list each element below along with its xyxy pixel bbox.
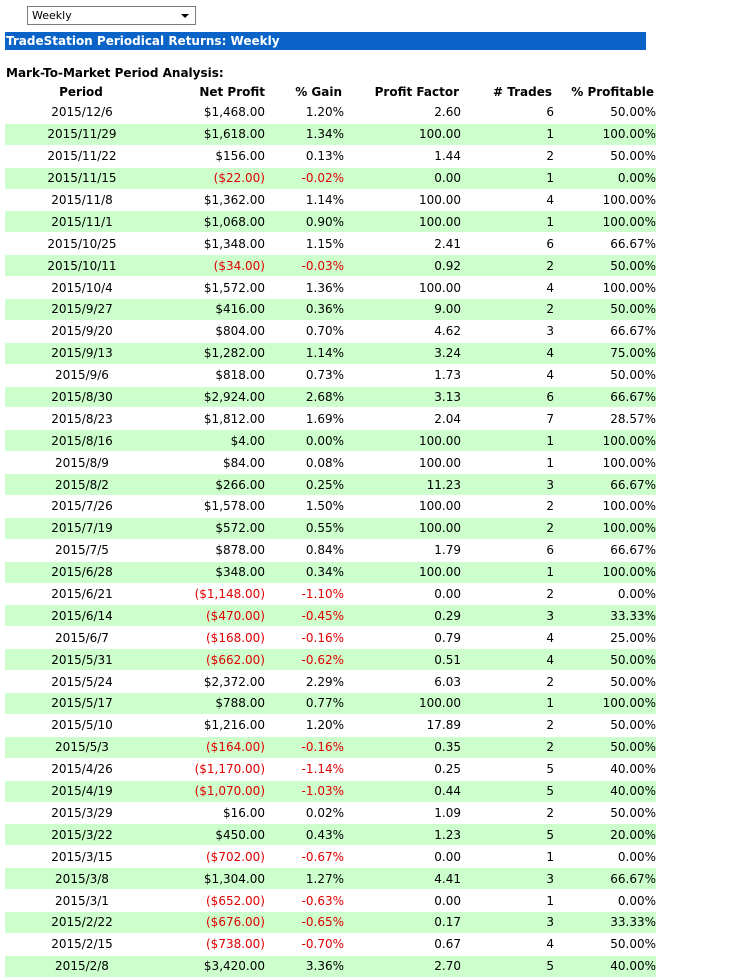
cell-gain: -1.10%	[265, 583, 344, 605]
cell-profitable: 100.00%	[554, 496, 656, 518]
cell-profit-factor: 100.00	[344, 211, 461, 233]
cell-net-profit: $1,618.00	[159, 123, 265, 145]
chevron-down-icon[interactable]	[181, 14, 189, 18]
cell-gain: 0.43%	[265, 824, 344, 846]
cell-profitable: 20.00%	[554, 824, 656, 846]
cell-period: 2015/8/30	[5, 386, 159, 408]
table-row	[5, 714, 656, 736]
cell-gain: 0.36%	[265, 299, 344, 321]
cell-gain: 3.36%	[265, 955, 344, 977]
cell-period: 2015/10/25	[5, 233, 159, 255]
cell-profitable: 33.33%	[554, 911, 656, 933]
cell-gain: 0.77%	[265, 693, 344, 715]
cell-gain: 0.90%	[265, 211, 344, 233]
cell-profitable: 0.00%	[554, 890, 656, 912]
cell-net-profit: $788.00	[159, 693, 265, 715]
cell-trades: 5	[461, 780, 554, 802]
cell-net-profit: $804.00	[159, 320, 265, 342]
cell-profit-factor: 0.29	[344, 605, 461, 627]
table-row	[5, 802, 656, 824]
cell-net-profit: ($22.00)	[159, 167, 265, 189]
cell-net-profit: ($652.00)	[159, 890, 265, 912]
cell-period: 2015/3/22	[5, 824, 159, 846]
cell-trades: 1	[461, 452, 554, 474]
cell-period: 2015/12/6	[5, 102, 159, 123]
cell-trades: 6	[461, 539, 554, 561]
cell-profit-factor: 3.13	[344, 386, 461, 408]
cell-gain: 0.55%	[265, 517, 344, 539]
cell-trades: 4	[461, 189, 554, 211]
cell-net-profit: ($1,170.00)	[159, 758, 265, 780]
col-header-trades: # Trades	[493, 85, 552, 99]
cell-period: 2015/2/8	[5, 955, 159, 977]
cell-profit-factor: 100.00	[344, 123, 461, 145]
cell-trades: 4	[461, 933, 554, 955]
table-row	[5, 474, 656, 496]
cell-profitable: 50.00%	[554, 255, 656, 277]
cell-trades: 5	[461, 955, 554, 977]
cell-period: 2015/10/11	[5, 255, 159, 277]
cell-period: 2015/3/1	[5, 890, 159, 912]
cell-period: 2015/9/20	[5, 320, 159, 342]
cell-gain: -0.65%	[265, 911, 344, 933]
cell-period: 2015/6/21	[5, 583, 159, 605]
cell-period: 2015/5/3	[5, 736, 159, 758]
cell-net-profit: $4.00	[159, 430, 265, 452]
table-row	[5, 627, 656, 649]
cell-trades: 2	[461, 583, 554, 605]
cell-profitable: 0.00%	[554, 167, 656, 189]
cell-profitable: 66.67%	[554, 868, 656, 890]
cell-profitable: 50.00%	[554, 714, 656, 736]
cell-profit-factor: 0.35	[344, 736, 461, 758]
cell-profitable: 66.67%	[554, 539, 656, 561]
cell-profit-factor: 1.79	[344, 539, 461, 561]
table-row	[5, 671, 656, 693]
cell-gain: 1.69%	[265, 408, 344, 430]
cell-net-profit: $156.00	[159, 145, 265, 167]
table-row	[5, 824, 656, 846]
table-row	[5, 386, 656, 408]
cell-profit-factor: 100.00	[344, 693, 461, 715]
cell-trades: 3	[461, 474, 554, 496]
section-title: Mark-To-Market Period Analysis:	[6, 66, 224, 80]
cell-profit-factor: 4.41	[344, 868, 461, 890]
cell-profitable: 100.00%	[554, 277, 656, 299]
cell-trades: 6	[461, 102, 554, 123]
cell-profitable: 100.00%	[554, 517, 656, 539]
cell-net-profit: $1,578.00	[159, 496, 265, 518]
cell-period: 2015/11/22	[5, 145, 159, 167]
cell-profit-factor: 4.62	[344, 320, 461, 342]
col-header-net-profit: Net Profit	[199, 85, 265, 99]
cell-profit-factor: 100.00	[344, 430, 461, 452]
cell-period: 2015/8/16	[5, 430, 159, 452]
cell-period: 2015/5/24	[5, 671, 159, 693]
cell-profit-factor: 1.23	[344, 824, 461, 846]
table-row	[5, 102, 656, 123]
cell-profitable: 50.00%	[554, 145, 656, 167]
cell-gain: 1.50%	[265, 496, 344, 518]
col-header-profit-factor: Profit Factor	[374, 85, 459, 99]
cell-profitable: 66.67%	[554, 386, 656, 408]
cell-trades: 4	[461, 364, 554, 386]
cell-profitable: 40.00%	[554, 758, 656, 780]
cell-profitable: 100.00%	[554, 189, 656, 211]
cell-period: 2015/3/29	[5, 802, 159, 824]
cell-period: 2015/3/8	[5, 868, 159, 890]
cell-net-profit: $818.00	[159, 364, 265, 386]
cell-trades: 2	[461, 145, 554, 167]
cell-profitable: 50.00%	[554, 736, 656, 758]
cell-net-profit: ($164.00)	[159, 736, 265, 758]
cell-net-profit: ($168.00)	[159, 627, 265, 649]
table-header-row	[5, 82, 656, 102]
table-row	[5, 255, 656, 277]
cell-net-profit: ($702.00)	[159, 846, 265, 868]
cell-gain: -1.03%	[265, 780, 344, 802]
cell-profitable: 50.00%	[554, 364, 656, 386]
cell-net-profit: $2,924.00	[159, 386, 265, 408]
cell-net-profit: $1,216.00	[159, 714, 265, 736]
cell-profit-factor: 0.44	[344, 780, 461, 802]
cell-gain: 1.36%	[265, 277, 344, 299]
cell-gain: 1.15%	[265, 233, 344, 255]
cell-gain: -0.16%	[265, 627, 344, 649]
cell-period: 2015/9/13	[5, 342, 159, 364]
table-row	[5, 649, 656, 671]
cell-period: 2015/8/2	[5, 474, 159, 496]
cell-trades: 2	[461, 517, 554, 539]
cell-gain: 1.20%	[265, 102, 344, 123]
cell-period: 2015/7/26	[5, 496, 159, 518]
cell-gain: -0.02%	[265, 167, 344, 189]
cell-trades: 2	[461, 255, 554, 277]
cell-net-profit: $416.00	[159, 299, 265, 321]
cell-net-profit: $1,812.00	[159, 408, 265, 430]
cell-profit-factor: 0.00	[344, 890, 461, 912]
cell-net-profit: ($662.00)	[159, 649, 265, 671]
cell-profit-factor: 0.79	[344, 627, 461, 649]
table-row	[5, 693, 656, 715]
cell-net-profit: $1,068.00	[159, 211, 265, 233]
cell-period: 2015/4/26	[5, 758, 159, 780]
cell-period: 2015/11/15	[5, 167, 159, 189]
cell-profit-factor: 100.00	[344, 561, 461, 583]
cell-trades: 6	[461, 233, 554, 255]
cell-net-profit: ($1,148.00)	[159, 583, 265, 605]
cell-trades: 2	[461, 714, 554, 736]
cell-profit-factor: 100.00	[344, 452, 461, 474]
cell-profit-factor: 2.04	[344, 408, 461, 430]
table-row	[5, 452, 656, 474]
cell-trades: 2	[461, 736, 554, 758]
cell-profitable: 50.00%	[554, 933, 656, 955]
cell-profit-factor: 100.00	[344, 496, 461, 518]
cell-profit-factor: 100.00	[344, 277, 461, 299]
cell-period: 2015/7/5	[5, 539, 159, 561]
report-title: TradeStation Periodical Returns: Weekly	[5, 32, 646, 50]
table-row	[5, 167, 656, 189]
cell-profit-factor: 2.70	[344, 955, 461, 977]
col-header-period: Period	[59, 85, 103, 99]
cell-trades: 1	[461, 123, 554, 145]
cell-trades: 3	[461, 605, 554, 627]
cell-profitable: 50.00%	[554, 671, 656, 693]
col-header-gain: % Gain	[295, 85, 342, 99]
cell-profit-factor: 11.23	[344, 474, 461, 496]
cell-net-profit: $16.00	[159, 802, 265, 824]
cell-trades: 1	[461, 561, 554, 583]
cell-profitable: 66.67%	[554, 233, 656, 255]
table-row	[5, 561, 656, 583]
cell-trades: 5	[461, 758, 554, 780]
cell-trades: 2	[461, 671, 554, 693]
cell-gain: -1.14%	[265, 758, 344, 780]
cell-profitable: 100.00%	[554, 693, 656, 715]
cell-gain: 0.00%	[265, 430, 344, 452]
cell-profitable: 100.00%	[554, 561, 656, 583]
table-row	[5, 364, 656, 386]
cell-net-profit: ($676.00)	[159, 911, 265, 933]
cell-net-profit: $450.00	[159, 824, 265, 846]
cell-net-profit: $1,572.00	[159, 277, 265, 299]
cell-profit-factor: 0.00	[344, 167, 461, 189]
cell-profit-factor: 0.00	[344, 583, 461, 605]
cell-period: 2015/7/19	[5, 517, 159, 539]
cell-period: 2015/6/14	[5, 605, 159, 627]
cell-net-profit: $3,420.00	[159, 955, 265, 977]
cell-trades: 2	[461, 496, 554, 518]
table-row	[5, 211, 656, 233]
cell-period: 2015/8/23	[5, 408, 159, 430]
cell-gain: 0.08%	[265, 452, 344, 474]
cell-profitable: 100.00%	[554, 123, 656, 145]
cell-profit-factor: 1.09	[344, 802, 461, 824]
returns-table	[5, 82, 656, 978]
cell-trades: 7	[461, 408, 554, 430]
cell-gain: -0.67%	[265, 846, 344, 868]
cell-gain: 0.25%	[265, 474, 344, 496]
cell-net-profit: $1,468.00	[159, 102, 265, 123]
cell-trades: 1	[461, 211, 554, 233]
table-row	[5, 736, 656, 758]
cell-period: 2015/11/8	[5, 189, 159, 211]
cell-gain: -0.16%	[265, 736, 344, 758]
cell-profit-factor: 0.51	[344, 649, 461, 671]
cell-net-profit: $1,362.00	[159, 189, 265, 211]
cell-trades: 1	[461, 167, 554, 189]
cell-profit-factor: 1.73	[344, 364, 461, 386]
table-row	[5, 496, 656, 518]
cell-profitable: 50.00%	[554, 802, 656, 824]
cell-net-profit: $2,372.00	[159, 671, 265, 693]
cell-gain: 0.73%	[265, 364, 344, 386]
table-row	[5, 911, 656, 933]
cell-profit-factor: 0.67	[344, 933, 461, 955]
cell-profitable: 100.00%	[554, 211, 656, 233]
table-row	[5, 955, 656, 977]
cell-profit-factor: 3.24	[344, 342, 461, 364]
cell-profit-factor: 0.25	[344, 758, 461, 780]
cell-trades: 1	[461, 890, 554, 912]
cell-period: 2015/11/1	[5, 211, 159, 233]
cell-profitable: 40.00%	[554, 780, 656, 802]
cell-period: 2015/10/4	[5, 277, 159, 299]
table-row	[5, 890, 656, 912]
cell-profitable: 0.00%	[554, 583, 656, 605]
cell-profitable: 40.00%	[554, 955, 656, 977]
table-row	[5, 868, 656, 890]
table-row	[5, 780, 656, 802]
cell-trades: 3	[461, 868, 554, 890]
cell-period: 2015/9/27	[5, 299, 159, 321]
cell-period: 2015/5/17	[5, 693, 159, 715]
cell-gain: 1.14%	[265, 189, 344, 211]
table-row	[5, 189, 656, 211]
table-row	[5, 277, 656, 299]
cell-profitable: 100.00%	[554, 452, 656, 474]
cell-gain: 0.84%	[265, 539, 344, 561]
cell-profit-factor: 100.00	[344, 189, 461, 211]
cell-trades: 3	[461, 911, 554, 933]
cell-net-profit: ($1,070.00)	[159, 780, 265, 802]
cell-profitable: 50.00%	[554, 102, 656, 123]
cell-profitable: 50.00%	[554, 649, 656, 671]
cell-trades: 1	[461, 846, 554, 868]
cell-profit-factor: 0.92	[344, 255, 461, 277]
cell-gain: 1.27%	[265, 868, 344, 890]
cell-profit-factor: 17.89	[344, 714, 461, 736]
cell-period: 2015/9/6	[5, 364, 159, 386]
table-row	[5, 342, 656, 364]
table-row	[5, 320, 656, 342]
cell-period: 2015/11/29	[5, 123, 159, 145]
cell-trades: 3	[461, 320, 554, 342]
period-dropdown-value: Weekly	[32, 9, 72, 22]
cell-profit-factor: 1.44	[344, 145, 461, 167]
table-row	[5, 846, 656, 868]
table-row	[5, 583, 656, 605]
cell-trades: 4	[461, 277, 554, 299]
cell-net-profit: $1,304.00	[159, 868, 265, 890]
cell-net-profit: $1,348.00	[159, 233, 265, 255]
col-header-profitable: % Profitable	[571, 85, 654, 99]
cell-profitable: 66.67%	[554, 474, 656, 496]
cell-trades: 2	[461, 802, 554, 824]
table-row	[5, 605, 656, 627]
cell-profitable: 25.00%	[554, 627, 656, 649]
cell-trades: 5	[461, 824, 554, 846]
cell-net-profit: $348.00	[159, 561, 265, 583]
cell-net-profit: $878.00	[159, 539, 265, 561]
cell-profitable: 50.00%	[554, 299, 656, 321]
table-row	[5, 233, 656, 255]
cell-period: 2015/5/31	[5, 649, 159, 671]
cell-profitable: 33.33%	[554, 605, 656, 627]
cell-net-profit: ($470.00)	[159, 605, 265, 627]
cell-period: 2015/6/28	[5, 561, 159, 583]
cell-profitable: 100.00%	[554, 430, 656, 452]
cell-profit-factor: 0.00	[344, 846, 461, 868]
cell-gain: -0.70%	[265, 933, 344, 955]
cell-net-profit: ($738.00)	[159, 933, 265, 955]
table-row	[5, 430, 656, 452]
cell-period: 2015/3/15	[5, 846, 159, 868]
cell-profitable: 28.57%	[554, 408, 656, 430]
cell-trades: 4	[461, 649, 554, 671]
cell-profitable: 75.00%	[554, 342, 656, 364]
cell-period: 2015/8/9	[5, 452, 159, 474]
cell-gain: -0.03%	[265, 255, 344, 277]
cell-gain: 1.20%	[265, 714, 344, 736]
table-row	[5, 517, 656, 539]
cell-profit-factor: 6.03	[344, 671, 461, 693]
cell-gain: -0.63%	[265, 890, 344, 912]
cell-net-profit: $572.00	[159, 517, 265, 539]
cell-trades: 1	[461, 430, 554, 452]
cell-profit-factor: 2.60	[344, 102, 461, 123]
cell-period: 2015/5/10	[5, 714, 159, 736]
cell-net-profit: ($34.00)	[159, 255, 265, 277]
cell-gain: 1.14%	[265, 342, 344, 364]
cell-trades: 4	[461, 627, 554, 649]
cell-period: 2015/4/19	[5, 780, 159, 802]
cell-gain: 2.68%	[265, 386, 344, 408]
period-dropdown[interactable]	[27, 6, 196, 25]
cell-net-profit: $1,282.00	[159, 342, 265, 364]
cell-period: 2015/2/22	[5, 911, 159, 933]
cell-profit-factor: 100.00	[344, 517, 461, 539]
cell-trades: 6	[461, 386, 554, 408]
cell-period: 2015/2/15	[5, 933, 159, 955]
cell-profit-factor: 0.17	[344, 911, 461, 933]
table-row	[5, 145, 656, 167]
cell-gain: 0.13%	[265, 145, 344, 167]
cell-net-profit: $84.00	[159, 452, 265, 474]
cell-profit-factor: 9.00	[344, 299, 461, 321]
cell-net-profit: $266.00	[159, 474, 265, 496]
cell-profitable: 0.00%	[554, 846, 656, 868]
cell-gain: 2.29%	[265, 671, 344, 693]
cell-gain: 0.34%	[265, 561, 344, 583]
cell-period: 2015/6/7	[5, 627, 159, 649]
table-row	[5, 123, 656, 145]
cell-trades: 2	[461, 299, 554, 321]
cell-profitable: 66.67%	[554, 320, 656, 342]
table-row	[5, 299, 656, 321]
cell-gain: 0.02%	[265, 802, 344, 824]
table-row	[5, 539, 656, 561]
table-row	[5, 758, 656, 780]
cell-profit-factor: 2.41	[344, 233, 461, 255]
cell-trades: 1	[461, 693, 554, 715]
cell-gain: -0.62%	[265, 649, 344, 671]
cell-trades: 4	[461, 342, 554, 364]
cell-gain: 0.70%	[265, 320, 344, 342]
table-row	[5, 408, 656, 430]
cell-gain: 1.34%	[265, 123, 344, 145]
cell-gain: -0.45%	[265, 605, 344, 627]
